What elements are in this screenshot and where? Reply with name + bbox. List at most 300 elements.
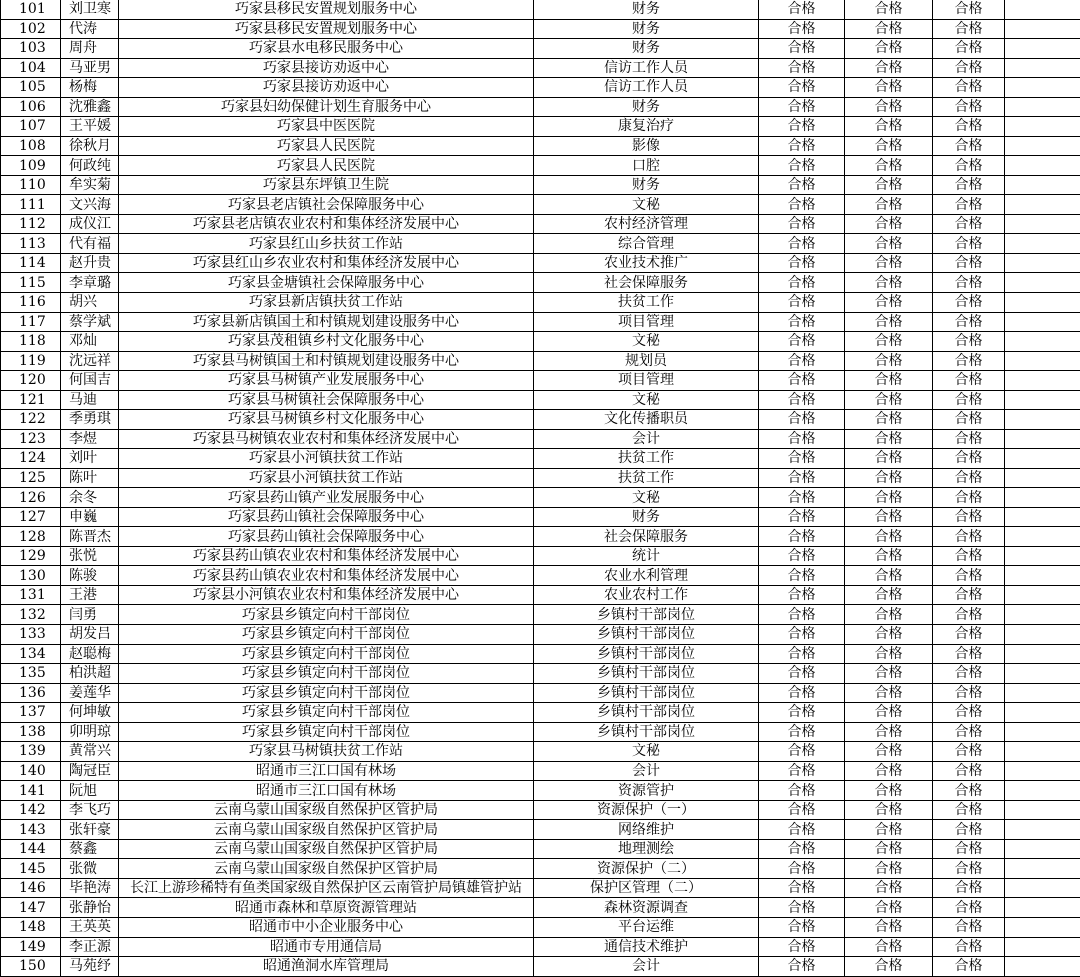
cell-result-3: 合格 [933,527,1005,547]
cell-result-2: 合格 [845,97,933,117]
cell-result-2: 合格 [845,214,933,234]
cell-result-3: 合格 [933,175,1005,195]
cell-name: 蔡鑫 [61,839,119,859]
table-row [1,273,1080,293]
cell-post: 财务 [534,97,759,117]
cell-post: 乡镇村干部岗位 [534,683,759,703]
cell-unit: 巧家县乡镇定向村干部岗位 [119,605,534,625]
cell-result-2: 合格 [845,800,933,820]
cell-number: 144 [1,839,61,859]
table-row [1,898,1080,918]
cell-unit: 巧家县移民安置规划服务中心 [119,0,534,19]
cell-number: 120 [1,371,61,391]
cell-name: 季勇琪 [61,410,119,430]
cell-result-2: 合格 [845,683,933,703]
table-row [1,175,1080,195]
cell-post: 地理测绘 [534,839,759,859]
cell-result-3: 合格 [933,253,1005,273]
cell-result-3: 合格 [933,917,1005,937]
cell-note [1005,527,1080,547]
cell-result-2: 合格 [845,273,933,293]
cell-name: 闫勇 [61,605,119,625]
cell-result-1: 合格 [759,214,845,234]
cell-unit: 巧家县茂租镇乡村文化服务中心 [119,332,534,352]
cell-result-1: 合格 [759,605,845,625]
cell-unit: 巧家县人民医院 [119,156,534,176]
cell-name: 余冬 [61,488,119,508]
cell-unit: 巧家县红山乡农业农村和集体经济发展中心 [119,253,534,273]
cell-result-3: 合格 [933,781,1005,801]
cell-result-1: 合格 [759,429,845,449]
cell-result-3: 合格 [933,429,1005,449]
cell-unit: 巧家县新店镇国土和村镇规划建设服务中心 [119,312,534,332]
cell-result-3: 合格 [933,683,1005,703]
table-row [1,332,1080,352]
table-row [1,136,1080,156]
cell-result-1: 合格 [759,253,845,273]
cell-unit: 云南乌蒙山国家级自然保护区管护局 [119,800,534,820]
cell-result-3: 合格 [933,605,1005,625]
cell-note [1005,156,1080,176]
table-row [1,585,1080,605]
cell-result-3: 合格 [933,410,1005,430]
cell-note [1005,507,1080,527]
table-row [1,214,1080,234]
cell-result-3: 合格 [933,859,1005,879]
cell-name: 柏洪超 [61,664,119,684]
cell-result-3: 合格 [933,39,1005,59]
table-row [1,644,1080,664]
table-row [1,839,1080,859]
cell-result-2: 合格 [845,664,933,684]
table-row [1,488,1080,508]
cell-unit: 巧家县中医医院 [119,117,534,137]
cell-name: 毕艳涛 [61,878,119,898]
cell-note [1005,371,1080,391]
cell-number: 141 [1,781,61,801]
cell-note [1005,644,1080,664]
table-row [1,97,1080,117]
cell-result-3: 合格 [933,585,1005,605]
cell-result-2: 合格 [845,488,933,508]
cell-result-3: 合格 [933,507,1005,527]
table-row [1,761,1080,781]
cell-number: 117 [1,312,61,332]
cell-result-2: 合格 [845,312,933,332]
table-row [1,957,1080,977]
cell-result-1: 合格 [759,351,845,371]
cell-name: 沈雅鑫 [61,97,119,117]
cell-result-3: 合格 [933,312,1005,332]
cell-unit: 巧家县药山镇社会保障服务中心 [119,507,534,527]
cell-unit: 巧家县药山镇农业农村和集体经济发展中心 [119,546,534,566]
cell-unit: 巧家县老店镇社会保障服务中心 [119,195,534,215]
cell-number: 101 [1,0,61,19]
table-row [1,566,1080,586]
cell-result-1: 合格 [759,878,845,898]
cell-post: 财务 [534,0,759,19]
cell-number: 125 [1,468,61,488]
cell-number: 143 [1,820,61,840]
cell-name: 陈骏 [61,566,119,586]
cell-name: 李飞巧 [61,800,119,820]
table-row [1,195,1080,215]
cell-post: 扶贫工作 [534,449,759,469]
cell-note [1005,585,1080,605]
cell-number: 105 [1,78,61,98]
cell-note [1005,136,1080,156]
table-row [1,917,1080,937]
cell-result-1: 合格 [759,683,845,703]
cell-note [1005,410,1080,430]
cell-note [1005,39,1080,59]
cell-post: 社会保障服务 [534,527,759,547]
cell-result-2: 合格 [845,234,933,254]
cell-result-2: 合格 [845,878,933,898]
cell-number: 136 [1,683,61,703]
cell-unit: 巧家县马树镇国土和村镇规划建设服务中心 [119,351,534,371]
cell-number: 135 [1,664,61,684]
cell-result-1: 合格 [759,761,845,781]
cell-unit: 巧家县乡镇定向村干部岗位 [119,625,534,645]
table-row [1,253,1080,273]
cell-result-1: 合格 [759,449,845,469]
cell-number: 122 [1,410,61,430]
cell-number: 118 [1,332,61,352]
cell-number: 106 [1,97,61,117]
cell-number: 149 [1,937,61,957]
cell-note [1005,449,1080,469]
cell-post: 会计 [534,761,759,781]
cell-result-3: 合格 [933,722,1005,742]
cell-post: 乡镇村干部岗位 [534,644,759,664]
cell-unit: 云南乌蒙山国家级自然保护区管护局 [119,839,534,859]
cell-post: 扶贫工作 [534,468,759,488]
cell-name: 张微 [61,859,119,879]
cell-post: 保护区管理（二） [534,878,759,898]
cell-number: 142 [1,800,61,820]
cell-name: 姜莲华 [61,683,119,703]
cell-name: 何国吉 [61,371,119,391]
table-row [1,449,1080,469]
cell-post: 项目管理 [534,312,759,332]
cell-result-1: 合格 [759,566,845,586]
cell-post: 网络维护 [534,820,759,840]
cell-note [1005,917,1080,937]
table-row [1,468,1080,488]
cell-result-3: 合格 [933,937,1005,957]
cell-name: 马迪 [61,390,119,410]
cell-unit: 巧家县人民医院 [119,136,534,156]
cell-result-3: 合格 [933,97,1005,117]
cell-post: 资源管护 [534,781,759,801]
cell-note [1005,58,1080,78]
cell-post: 会计 [534,429,759,449]
table-row [1,820,1080,840]
cell-result-2: 合格 [845,605,933,625]
cell-unit: 昭通市三江口国有林场 [119,781,534,801]
cell-number: 111 [1,195,61,215]
cell-post: 项目管理 [534,371,759,391]
cell-result-3: 合格 [933,703,1005,723]
cell-result-1: 合格 [759,585,845,605]
cell-unit: 巧家县乡镇定向村干部岗位 [119,644,534,664]
cell-number: 119 [1,351,61,371]
cell-result-3: 合格 [933,0,1005,19]
cell-unit: 巧家县药山镇社会保障服务中心 [119,527,534,547]
cell-unit: 巧家县乡镇定向村干部岗位 [119,722,534,742]
cell-result-3: 合格 [933,449,1005,469]
cell-name: 黄常兴 [61,742,119,762]
cell-result-2: 合格 [845,429,933,449]
cell-result-2: 合格 [845,820,933,840]
cell-name: 杨梅 [61,78,119,98]
cell-name: 陈晋杰 [61,527,119,547]
table-row [1,78,1080,98]
cell-unit: 云南乌蒙山国家级自然保护区管护局 [119,859,534,879]
cell-note [1005,19,1080,39]
cell-number: 127 [1,507,61,527]
cell-post: 综合管理 [534,234,759,254]
table-row [1,527,1080,547]
cell-result-2: 合格 [845,625,933,645]
cell-unit: 巧家县马树镇乡村文化服务中心 [119,410,534,430]
cell-result-2: 合格 [845,742,933,762]
cell-name: 马苑纾 [61,957,119,977]
cell-result-2: 合格 [845,253,933,273]
cell-number: 134 [1,644,61,664]
cell-result-3: 合格 [933,234,1005,254]
table-row [1,937,1080,957]
cell-result-1: 合格 [759,957,845,977]
table-row [1,781,1080,801]
cell-name: 王英英 [61,917,119,937]
table-row [1,859,1080,879]
cell-result-3: 合格 [933,195,1005,215]
cell-name: 张轩豪 [61,820,119,840]
cell-result-2: 合格 [845,175,933,195]
cell-note [1005,253,1080,273]
cell-unit: 巧家县马树镇农业农村和集体经济发展中心 [119,429,534,449]
cell-result-2: 合格 [845,332,933,352]
cell-post: 会计 [534,957,759,977]
cell-result-1: 合格 [759,839,845,859]
cell-result-3: 合格 [933,58,1005,78]
cell-post: 扶贫工作 [534,292,759,312]
cell-name: 申巍 [61,507,119,527]
cell-number: 124 [1,449,61,469]
cell-result-3: 合格 [933,468,1005,488]
table-row [1,234,1080,254]
cell-result-1: 合格 [759,898,845,918]
cell-note [1005,605,1080,625]
cell-note [1005,488,1080,508]
cell-number: 115 [1,273,61,293]
cell-name: 周舟 [61,39,119,59]
cell-result-2: 合格 [845,58,933,78]
table-row [1,683,1080,703]
cell-number: 146 [1,878,61,898]
cell-name: 蔡学斌 [61,312,119,332]
cell-post: 平台运维 [534,917,759,937]
table-row [1,742,1080,762]
cell-number: 150 [1,957,61,977]
cell-post: 乡镇村干部岗位 [534,664,759,684]
cell-post: 影像 [534,136,759,156]
cell-number: 107 [1,117,61,137]
cell-result-2: 合格 [845,937,933,957]
cell-unit: 长江上游珍稀特有鱼类国家级自然保护区云南管护局镇雄管护站 [119,878,534,898]
cell-note [1005,468,1080,488]
cell-result-3: 合格 [933,214,1005,234]
cell-result-2: 合格 [845,507,933,527]
cell-unit: 昭通市森林和草原资源管理站 [119,898,534,918]
cell-result-1: 合格 [759,195,845,215]
table-row [1,39,1080,59]
table-row [1,410,1080,430]
cell-name: 邓灿 [61,332,119,352]
cell-result-2: 合格 [845,781,933,801]
cell-number: 116 [1,292,61,312]
cell-post: 乡镇村干部岗位 [534,605,759,625]
cell-result-1: 合格 [759,390,845,410]
table-row [1,507,1080,527]
cell-unit: 巧家县新店镇扶贫工作站 [119,292,534,312]
cell-note [1005,820,1080,840]
cell-unit: 巧家县红山乡扶贫工作站 [119,234,534,254]
cell-name: 代有福 [61,234,119,254]
table-row [1,351,1080,371]
cell-note [1005,78,1080,98]
cell-number: 112 [1,214,61,234]
cell-result-3: 合格 [933,800,1005,820]
cell-unit: 巧家县药山镇产业发展服务中心 [119,488,534,508]
cell-note [1005,546,1080,566]
cell-unit: 巧家县乡镇定向村干部岗位 [119,664,534,684]
cell-unit: 巧家县乡镇定向村干部岗位 [119,683,534,703]
cell-post: 通信技术维护 [534,937,759,957]
cell-note [1005,312,1080,332]
cell-result-1: 合格 [759,468,845,488]
cell-post: 文秘 [534,488,759,508]
table-row [1,58,1080,78]
cell-name: 胡发吕 [61,625,119,645]
cell-result-3: 合格 [933,761,1005,781]
cell-result-1: 合格 [759,97,845,117]
cell-result-2: 合格 [845,527,933,547]
cell-number: 114 [1,253,61,273]
cell-unit: 巧家县接访劝返中心 [119,58,534,78]
cell-name: 代涛 [61,19,119,39]
cell-post: 财务 [534,175,759,195]
cell-result-2: 合格 [845,898,933,918]
cell-result-3: 合格 [933,644,1005,664]
cell-result-3: 合格 [933,117,1005,137]
cell-post: 口腔 [534,156,759,176]
cell-name: 徐秋月 [61,136,119,156]
cell-result-2: 合格 [845,156,933,176]
cell-name: 张静怡 [61,898,119,918]
cell-number: 139 [1,742,61,762]
cell-post: 文秘 [534,332,759,352]
cell-unit: 巧家县妇幼保健计划生育服务中心 [119,97,534,117]
cell-number: 102 [1,19,61,39]
cell-post: 财务 [534,39,759,59]
cell-post: 文秘 [534,195,759,215]
cell-number: 147 [1,898,61,918]
cell-name: 赵聪梅 [61,644,119,664]
cell-name: 阮旭 [61,781,119,801]
cell-result-2: 合格 [845,722,933,742]
cell-unit: 昭通市专用通信局 [119,937,534,957]
cell-result-3: 合格 [933,156,1005,176]
cell-note [1005,859,1080,879]
cell-unit: 昭通市中小企业服务中心 [119,917,534,937]
cell-result-3: 合格 [933,566,1005,586]
cell-unit: 巧家县马树镇扶贫工作站 [119,742,534,762]
cell-number: 121 [1,390,61,410]
cell-result-1: 合格 [759,371,845,391]
cell-result-1: 合格 [759,19,845,39]
cell-name: 成仪江 [61,214,119,234]
table-row [1,117,1080,137]
cell-result-1: 合格 [759,175,845,195]
cell-result-3: 合格 [933,136,1005,156]
cell-post: 农业水利管理 [534,566,759,586]
cell-post: 信访工作人员 [534,78,759,98]
cell-number: 137 [1,703,61,723]
cell-name: 张悦 [61,546,119,566]
cell-result-1: 合格 [759,136,845,156]
table-row [1,19,1080,39]
cell-result-1: 合格 [759,859,845,879]
cell-post: 财务 [534,19,759,39]
cell-result-3: 合格 [933,742,1005,762]
cell-result-2: 合格 [845,390,933,410]
cell-result-2: 合格 [845,644,933,664]
table-body [1,0,1080,976]
cell-result-1: 合格 [759,58,845,78]
cell-result-2: 合格 [845,957,933,977]
cell-number: 128 [1,527,61,547]
cell-name: 何坤敏 [61,703,119,723]
cell-post: 康复治疗 [534,117,759,137]
cell-post: 规划员 [534,351,759,371]
cell-unit: 巧家县接访劝返中心 [119,78,534,98]
table-row [1,878,1080,898]
cell-note [1005,273,1080,293]
cell-result-1: 合格 [759,917,845,937]
cell-note [1005,97,1080,117]
cell-post: 资源保护（一） [534,800,759,820]
cell-result-1: 合格 [759,292,845,312]
cell-number: 140 [1,761,61,781]
table-row [1,292,1080,312]
table-row [1,0,1080,19]
cell-note [1005,898,1080,918]
cell-number: 130 [1,566,61,586]
cell-unit: 巧家县老店镇农业农村和集体经济发展中心 [119,214,534,234]
cell-result-1: 合格 [759,625,845,645]
cell-result-2: 合格 [845,371,933,391]
cell-post: 文秘 [534,742,759,762]
cell-number: 103 [1,39,61,59]
cell-result-2: 合格 [845,410,933,430]
cell-post: 乡镇村干部岗位 [534,703,759,723]
cell-note [1005,0,1080,19]
cell-number: 145 [1,859,61,879]
cell-result-1: 合格 [759,664,845,684]
